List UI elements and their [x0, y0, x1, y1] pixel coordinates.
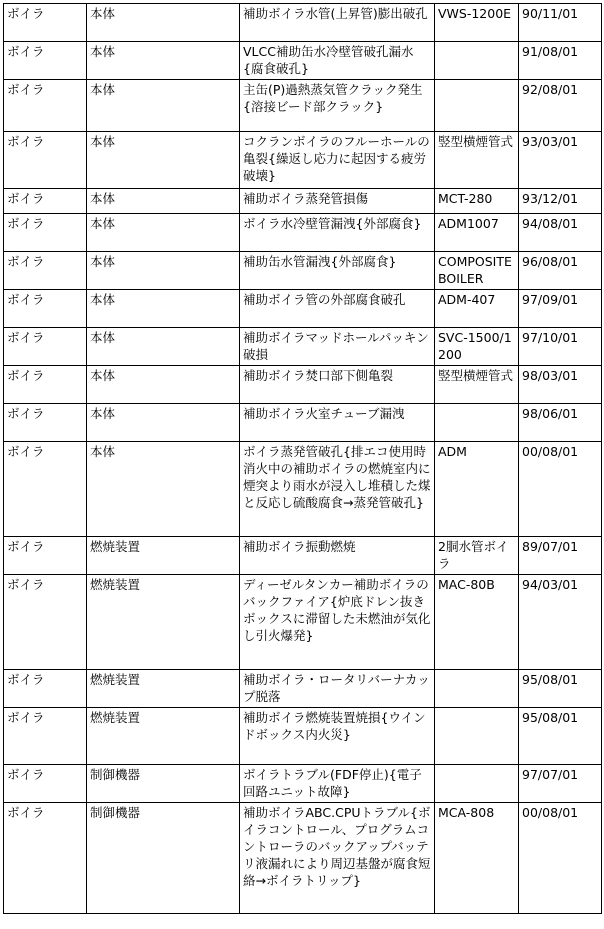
table-row: [4, 708, 602, 765]
table-row: [4, 252, 602, 290]
component-cell: 本体: [87, 290, 240, 328]
table-row: [4, 670, 602, 708]
component-cell: 燃焼装置: [87, 670, 240, 708]
equipment-category-cell: ボイラ: [4, 765, 87, 803]
equipment-category-cell: ボイラ: [4, 290, 87, 328]
component-cell: 本体: [87, 404, 240, 442]
equipment-category-cell: ボイラ: [4, 132, 87, 189]
table-row: [4, 290, 602, 328]
table-row: [4, 132, 602, 189]
equipment-category-cell: ボイラ: [4, 252, 87, 290]
failure-description-cell: 補助ボイラABC.CPUトラブル{ボイラコントロール、プログラムコントローラのバックアップバッテリ液漏れにより周辺基盤が腐食短絡→ボイラトリップ}: [240, 803, 435, 914]
date-cell: 90/11/01: [519, 4, 602, 42]
date-cell: 95/08/01: [519, 708, 602, 765]
model-cell: VWS-1200E: [435, 4, 519, 42]
model-cell: [435, 708, 519, 765]
failure-description-cell: ディーゼルタンカー補助ボイラのバックファイア{炉底ドレン抜きボックスに滞留した未燃油が気化し引火爆発}: [240, 575, 435, 670]
date-cell: 96/08/01: [519, 252, 602, 290]
equipment-category-cell: ボイラ: [4, 708, 87, 765]
failure-description-cell: 補助ボイラマッドホールパッキン破損: [240, 328, 435, 366]
model-cell: [435, 765, 519, 803]
model-cell: COMPOSITE BOILER: [435, 252, 519, 290]
model-cell: [435, 404, 519, 442]
date-cell: 94/08/01: [519, 214, 602, 252]
failure-description-cell: 主缶(P)過熱蒸気管クラック発生{溶接ビード部クラック}: [240, 80, 435, 132]
date-cell: 97/07/01: [519, 765, 602, 803]
date-cell: 93/03/01: [519, 132, 602, 189]
component-cell: 燃焼装置: [87, 537, 240, 575]
failure-description-cell: 補助ボイラ管の外部腐食破孔: [240, 290, 435, 328]
model-cell: ADM1007: [435, 214, 519, 252]
table-row: [4, 189, 602, 214]
table-row: [4, 575, 602, 670]
date-cell: 92/08/01: [519, 80, 602, 132]
model-cell: ADM-407: [435, 290, 519, 328]
model-cell: 竪型横煙管式: [435, 366, 519, 404]
component-cell: 本体: [87, 366, 240, 404]
failure-description-cell: VLCC補助缶水冷壁管破孔漏水{腐食破孔}: [240, 42, 435, 80]
failure-description-cell: ボイラ蒸発管破孔{排エコ使用時消火中の補助ボイラの燃焼室内に煙突より雨水が浸入し堆積した煤と反応し硫酸腐食→蒸発管破孔}: [240, 442, 435, 537]
equipment-category-cell: ボイラ: [4, 404, 87, 442]
component-cell: 本体: [87, 132, 240, 189]
failure-records-body: [4, 4, 602, 914]
model-cell: MAC-80B: [435, 575, 519, 670]
component-cell: 本体: [87, 80, 240, 132]
component-cell: 本体: [87, 328, 240, 366]
date-cell: 97/10/01: [519, 328, 602, 366]
model-cell: MCA-808: [435, 803, 519, 914]
component-cell: 燃焼装置: [87, 708, 240, 765]
equipment-category-cell: ボイラ: [4, 80, 87, 132]
component-cell: 本体: [87, 189, 240, 214]
equipment-category-cell: ボイラ: [4, 366, 87, 404]
date-cell: 95/08/01: [519, 670, 602, 708]
equipment-category-cell: ボイラ: [4, 214, 87, 252]
equipment-category-cell: ボイラ: [4, 328, 87, 366]
table-row: [4, 42, 602, 80]
component-cell: 本体: [87, 214, 240, 252]
date-cell: 00/08/01: [519, 803, 602, 914]
model-cell: ADM: [435, 442, 519, 537]
failure-description-cell: 補助ボイラ火室チューブ漏洩: [240, 404, 435, 442]
table-row: [4, 328, 602, 366]
failure-description-cell: 補助ボイラ水管(上昇管)膨出破孔: [240, 4, 435, 42]
failure-description-cell: 補助ボイラ振動燃焼: [240, 537, 435, 575]
component-cell: 本体: [87, 442, 240, 537]
date-cell: 91/08/01: [519, 42, 602, 80]
date-cell: 89/07/01: [519, 537, 602, 575]
table-row: [4, 80, 602, 132]
component-cell: 本体: [87, 4, 240, 42]
model-cell: 2胴水管ボイラ: [435, 537, 519, 575]
component-cell: 本体: [87, 252, 240, 290]
table-row: [4, 537, 602, 575]
model-cell: [435, 80, 519, 132]
model-cell: SVC-1500/1200: [435, 328, 519, 366]
failure-description-cell: 補助ボイラ・ロータリバーナカップ脱落: [240, 670, 435, 708]
equipment-category-cell: ボイラ: [4, 4, 87, 42]
equipment-category-cell: ボイラ: [4, 189, 87, 214]
equipment-category-cell: ボイラ: [4, 42, 87, 80]
date-cell: 97/09/01: [519, 290, 602, 328]
equipment-category-cell: ボイラ: [4, 537, 87, 575]
equipment-category-cell: ボイラ: [4, 670, 87, 708]
table-row: [4, 765, 602, 803]
table-row: [4, 366, 602, 404]
table-row: [4, 404, 602, 442]
component-cell: 制御機器: [87, 803, 240, 914]
equipment-category-cell: ボイラ: [4, 803, 87, 914]
date-cell: 93/12/01: [519, 189, 602, 214]
table-row: [4, 4, 602, 42]
date-cell: 94/03/01: [519, 575, 602, 670]
failure-description-cell: ボイラ水冷壁管漏洩{外部腐食}: [240, 214, 435, 252]
failure-description-cell: ボイラトラブル(FDF停止){電子回路ユニット故障}: [240, 765, 435, 803]
failure-description-cell: 補助缶水管漏洩{外部腐食}: [240, 252, 435, 290]
table-row: [4, 803, 602, 914]
failure-description-cell: コクランボイラのフルーホールの亀裂{繰返し応力に起因する疲労破壊}: [240, 132, 435, 189]
date-cell: 98/06/01: [519, 404, 602, 442]
failure-description-cell: 補助ボイラ焚口部下側亀裂: [240, 366, 435, 404]
model-cell: 竪型横煙管式: [435, 132, 519, 189]
equipment-category-cell: ボイラ: [4, 442, 87, 537]
model-cell: MCT-280: [435, 189, 519, 214]
date-cell: 00/08/01: [519, 442, 602, 537]
table-row: [4, 442, 602, 537]
component-cell: 本体: [87, 42, 240, 80]
failure-records-table: [3, 3, 602, 914]
component-cell: 制御機器: [87, 765, 240, 803]
equipment-category-cell: ボイラ: [4, 575, 87, 670]
failure-description-cell: 補助ボイラ燃焼装置焼損{ウインドボックス内火災}: [240, 708, 435, 765]
component-cell: 燃焼装置: [87, 575, 240, 670]
date-cell: 98/03/01: [519, 366, 602, 404]
failure-description-cell: 補助ボイラ蒸発管損傷: [240, 189, 435, 214]
model-cell: [435, 42, 519, 80]
model-cell: [435, 670, 519, 708]
table-row: [4, 214, 602, 252]
